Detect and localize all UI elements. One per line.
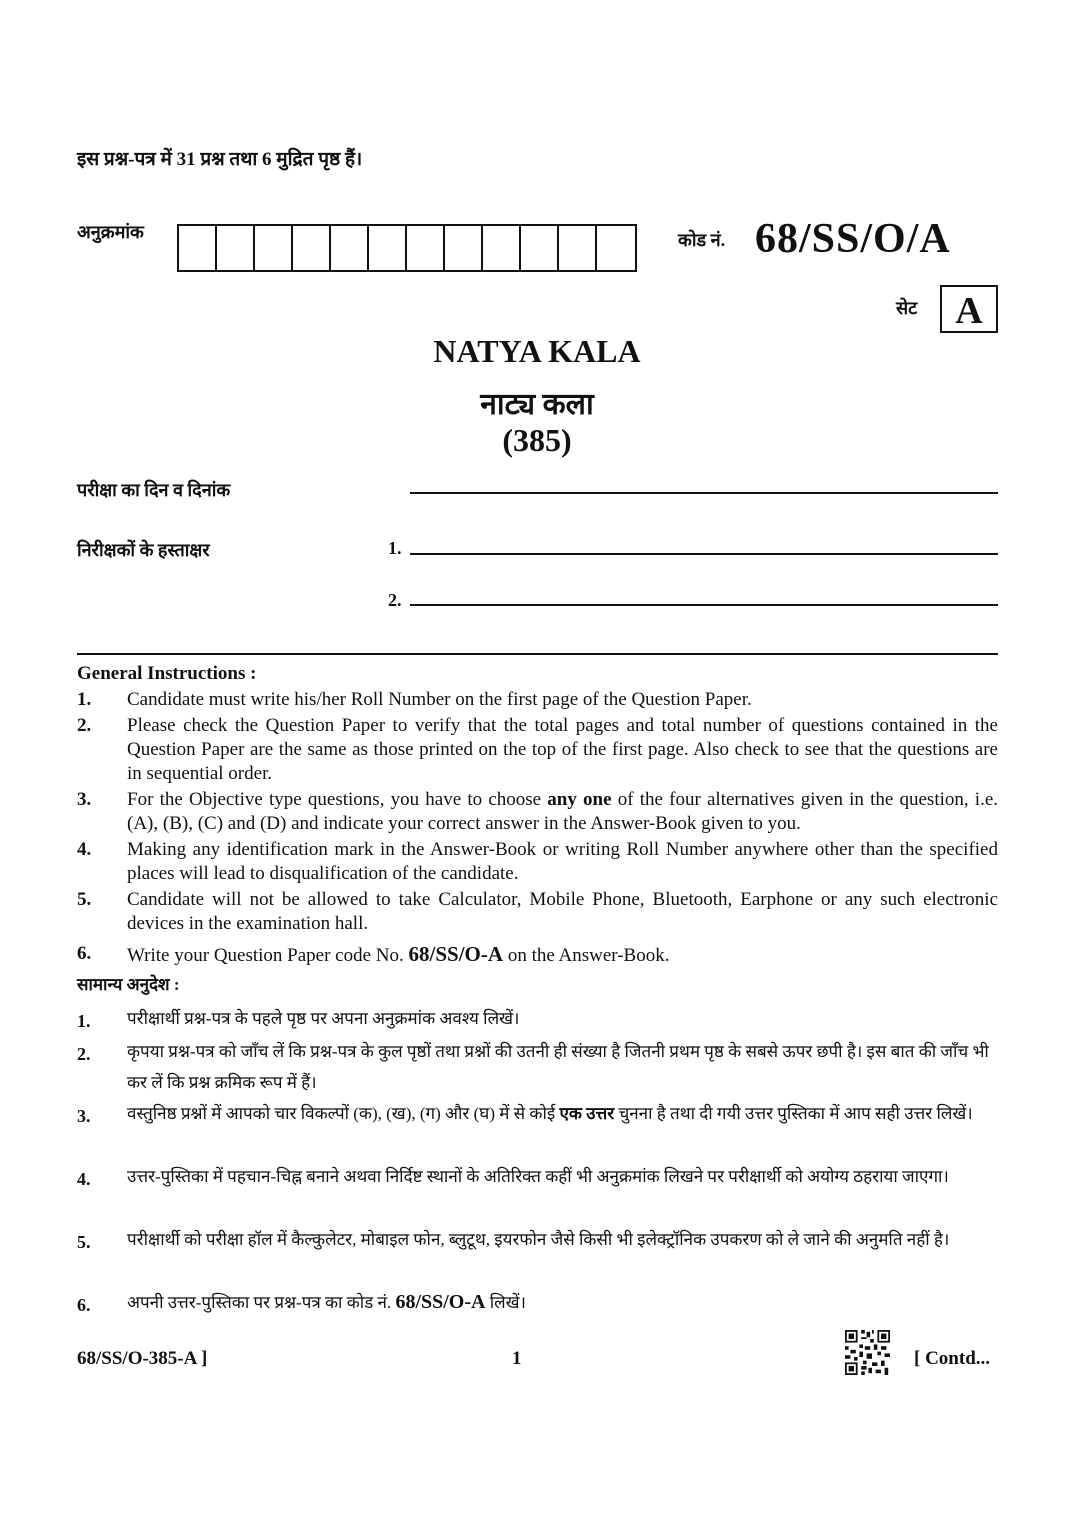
- instruction-text: अपनी उत्तर-पुस्तिका पर प्रश्न-पत्र का कोड नं. 68/SS/O-A लिखें।: [127, 1291, 526, 1313]
- instruction-number: 4.: [77, 1169, 91, 1189]
- section-divider: [77, 653, 998, 655]
- instruction-number: 6.: [77, 943, 92, 964]
- instruction-number: 3.: [77, 1106, 91, 1126]
- roll-number-box[interactable]: [407, 226, 445, 270]
- hindi-instruction-item: [77, 1287, 998, 1318]
- instruction-text: Making any identification mark in the Answer-Book or writing Roll Number anywhere other than the specified places will lead to disqualification of the candidate.: [127, 839, 998, 884]
- roll-number-box[interactable]: [597, 226, 635, 270]
- signature-2-line[interactable]: [410, 604, 998, 606]
- hindi-instruction-item: [77, 1098, 998, 1129]
- exam-date-line[interactable]: [410, 492, 998, 494]
- instruction-text: For the Objective type questions, you have to choose any one of the four alternatives given in the question, i.e. (A), (B), (C) and (D) and indicate your correct answer in the Answer-Book given to you.: [127, 789, 999, 834]
- instruction-item: [77, 688, 998, 712]
- instruction-text: Write your Question Paper code No. 68/SS/O-A on the Answer-Book.: [127, 942, 670, 966]
- instruction-number: 3.: [77, 789, 92, 810]
- hindi-instruction-item: [77, 1003, 998, 1034]
- instruction-text: Please check the Question Paper to verify that the total pages and total number of questions contained in the Question Paper are the same as those printed on the top of the first page. Also check to see that the questions are in sequential order.: [127, 715, 998, 784]
- hindi-instruction-item: [77, 1224, 998, 1255]
- roll-number-box[interactable]: [217, 226, 255, 270]
- instruction-item: [77, 788, 998, 836]
- set-label: सेट: [896, 298, 918, 318]
- instruction-text: परीक्षार्थी प्रश्न-पत्र के पहले पृष्ठ पर अपना अनुक्रमांक अवश्य लिखें।: [127, 1009, 520, 1028]
- instruction-number: 5.: [77, 1232, 91, 1252]
- roll-number-box[interactable]: [559, 226, 597, 270]
- roll-number-boxes: [177, 224, 637, 272]
- code-value: 68/SS/O/A: [755, 216, 951, 262]
- signature-1-line[interactable]: [410, 553, 998, 555]
- roll-number-box[interactable]: [521, 226, 559, 270]
- signature-2-number: 2.: [388, 590, 402, 610]
- instruction-text: Candidate will not be allowed to take Calculator, Mobile Phone, Bluetooth, Earphone or any such electronic devices in the examination hall.: [127, 889, 998, 934]
- roll-number-box[interactable]: [293, 226, 331, 270]
- set-value-box: A: [940, 285, 998, 333]
- subject-title-english: NATYA KALA: [433, 333, 641, 369]
- instruction-number: 2.: [77, 1044, 91, 1064]
- instruction-item: [77, 942, 998, 968]
- instruction-number: 2.: [77, 715, 92, 736]
- roll-number-label: अनुक्रमांक: [77, 222, 144, 242]
- subject-code: (385): [502, 422, 572, 458]
- instruction-number: 5.: [77, 889, 92, 910]
- footer-paper-code: 68/SS/O-385-A ]: [77, 1348, 208, 1369]
- roll-number-box[interactable]: [255, 226, 293, 270]
- instruction-text: परीक्षार्थी को परीक्षा हॉल में कैल्कुलेटर, मोबाइल फोन, ब्लुटूथ, इयरफोन जैसे किसी भी इलेक्ट्रॉनिक उपकरण को ले जाने की अनुमति नहीं है।: [127, 1230, 950, 1249]
- roll-number-box[interactable]: [445, 226, 483, 270]
- instruction-number: 1.: [77, 1011, 91, 1031]
- page-count-note: इस प्रश्न-पत्र में 31 प्रश्न तथा 6 मुद्रित पृष्ठ हैं।: [77, 149, 363, 170]
- subject-title-hindi: नाट्य कला: [480, 388, 594, 421]
- instruction-text: उत्तर-पुस्तिका में पहचान-चिह्न बनाने अथवा निर्दिष्ट स्थानों के अतिरिक्त कहीं भी अनुक्रमांक लिखने पर परीक्षार्थी को अयोग्य ठहराया जाएगा।: [127, 1167, 949, 1186]
- code-label: कोड नं.: [678, 230, 726, 250]
- instruction-text: Candidate must write his/her Roll Number on the first page of the Question Paper.: [127, 689, 752, 710]
- invigilator-signature-label: निरीक्षकों के हस्ताक्षर: [77, 540, 210, 560]
- signature-1-number: 1.: [388, 538, 402, 558]
- roll-number-box[interactable]: [369, 226, 407, 270]
- general-instructions-heading: General Instructions :: [77, 663, 257, 684]
- instruction-number: 4.: [77, 839, 92, 860]
- instruction-item: [77, 714, 998, 786]
- roll-number-box[interactable]: [331, 226, 369, 270]
- qr-code-icon: [845, 1330, 890, 1375]
- instruction-number: 1.: [77, 689, 92, 710]
- instruction-number: 6.: [77, 1295, 91, 1315]
- instruction-item: [77, 838, 998, 886]
- exam-date-label: परीक्षा का दिन व दिनांक: [77, 480, 231, 500]
- roll-number-box[interactable]: [179, 226, 217, 270]
- hindi-instruction-item: [77, 1161, 998, 1192]
- hindi-instruction-item: [77, 1036, 998, 1098]
- page-number: 1: [512, 1348, 522, 1369]
- hindi-instructions-heading: सामान्य अनुदेश :: [77, 975, 180, 994]
- instruction-text: कृपया प्रश्न-पत्र को जाँच लें कि प्रश्न-पत्र के कुल पृष्ठों तथा प्रश्नों की उतनी ही संख्या है जितनी प्रथम पृष्ठ के सबसे ऊपर छपी है। इस बात की जाँच भी कर लें कि प्रश्न क्रमिक रूप में हैं।: [127, 1042, 989, 1092]
- instruction-item: [77, 888, 998, 936]
- continued-label: [ Contd...: [914, 1348, 991, 1369]
- instruction-text: वस्तुनिष्ठ प्रश्नों में आपको चार विकल्पों (क), (ख), (ग) और (घ) में से कोई एक उत्तर चुनना है तथा दी गयी उत्तर पुस्तिका में आप सही उत्तर लिखें।: [127, 1104, 973, 1123]
- roll-number-box[interactable]: [483, 226, 521, 270]
